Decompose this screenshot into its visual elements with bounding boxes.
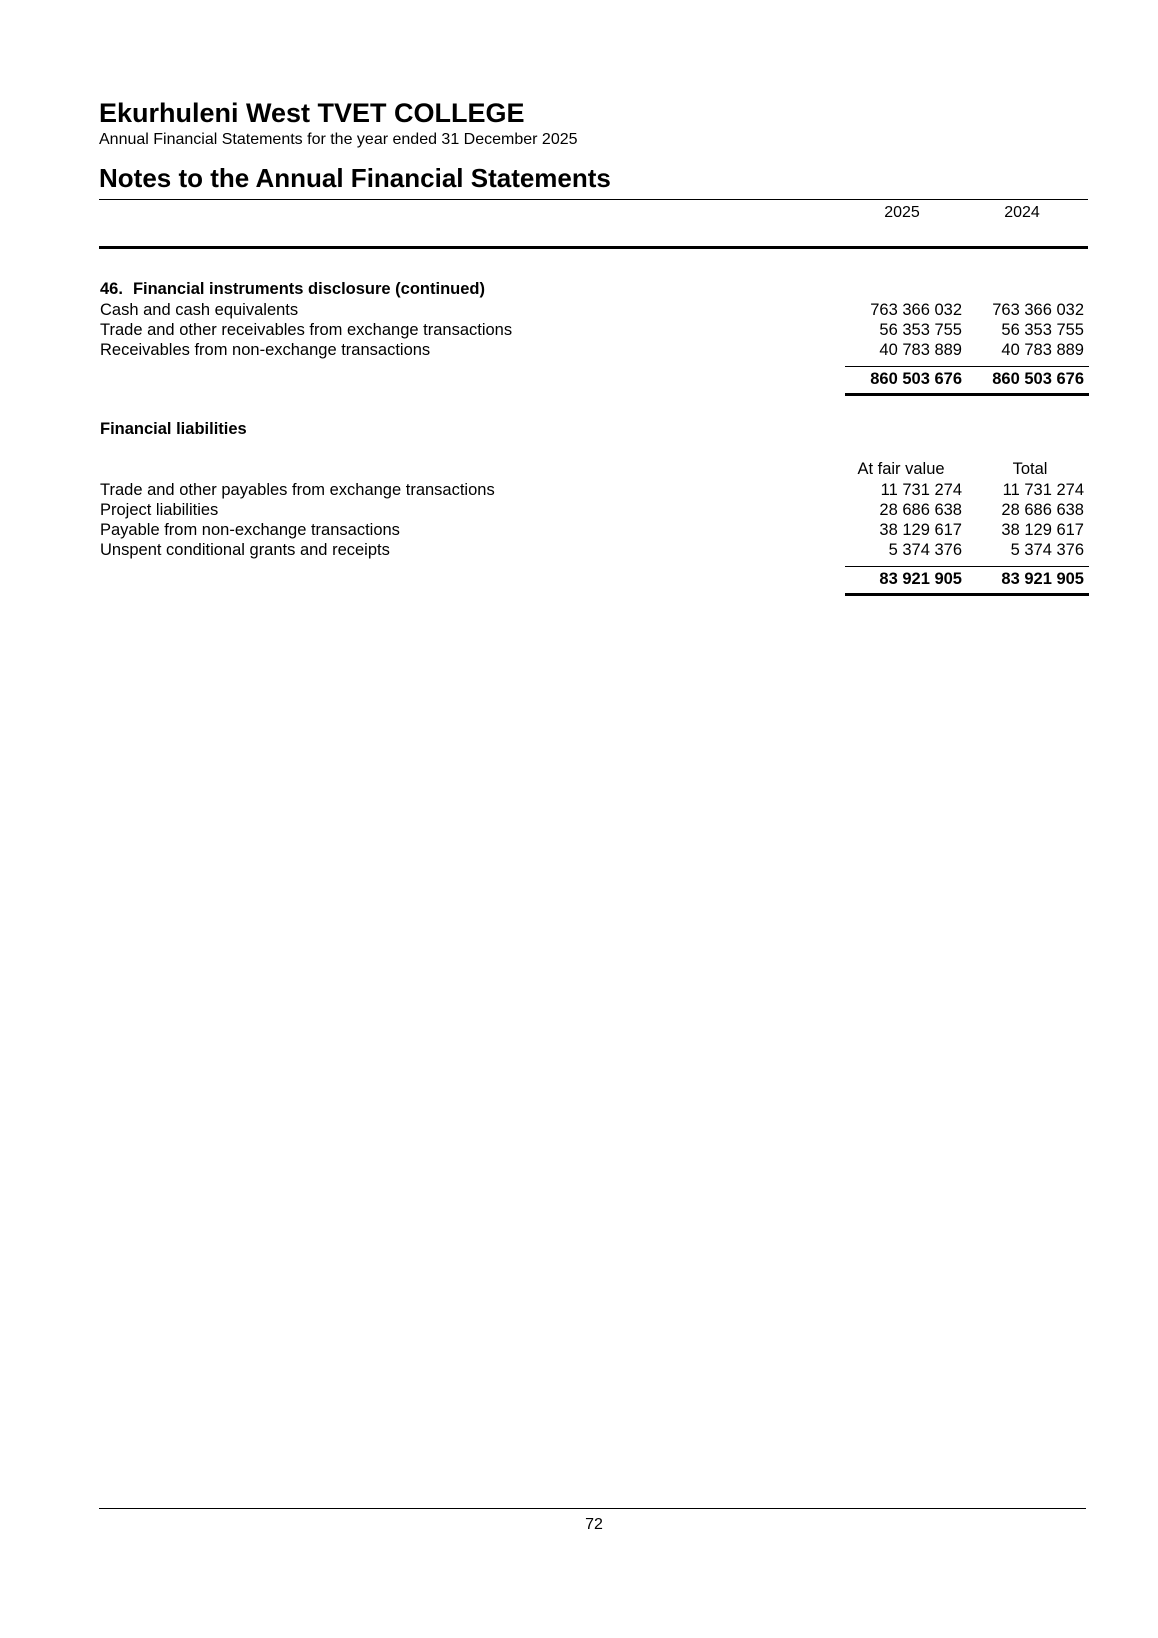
header-rule-top: [99, 199, 1088, 200]
total-value-2025: 860 503 676: [870, 370, 962, 388]
row-label: Trade and other receivables from exchange transactions: [100, 321, 513, 339]
row-value-2025: 40 783 889: [879, 341, 962, 359]
subtotal-rule: [845, 366, 1089, 367]
subtotal-rule: [845, 566, 1089, 567]
year-column-2025: 2025: [884, 204, 920, 221]
row-label: Trade and other payables from exchange transactions: [100, 481, 495, 499]
total-double-rule: [845, 593, 1089, 596]
financial-liabilities-heading: Financial liabilities: [100, 420, 247, 438]
table-row: [0, 320, 1158, 340]
row-value-fair-value: 28 686 638: [879, 501, 962, 519]
table-row: [0, 520, 1158, 540]
row-value-2025: 56 353 755: [879, 321, 962, 339]
total-value-total: 83 921 905: [1001, 570, 1084, 588]
organization-name: Ekurhuleni West TVET COLLEGE: [99, 98, 525, 128]
section-title: Notes to the Annual Financial Statements: [99, 163, 611, 193]
row-value-2025: 763 366 032: [870, 301, 962, 319]
note-number: 46.: [100, 280, 123, 298]
table-row: [0, 500, 1158, 520]
row-value-total: 28 686 638: [1001, 501, 1084, 519]
row-value-total: 38 129 617: [1001, 521, 1084, 539]
page-number: 72: [585, 1516, 603, 1533]
table-row: [0, 340, 1158, 360]
footer-rule: [99, 1508, 1086, 1509]
column-header-total: Total: [1012, 460, 1048, 478]
row-value-2024: 56 353 755: [1001, 321, 1084, 339]
row-value-fair-value: 38 129 617: [879, 521, 962, 539]
year-column-2024: 2024: [1004, 204, 1040, 221]
note-title: Financial instruments disclosure (continued): [132, 280, 485, 298]
note-heading: [100, 280, 485, 299]
column-header-at-fair-value: At fair value: [857, 460, 945, 478]
row-label: Unspent conditional grants and receipts: [100, 541, 390, 559]
row-label: Receivables from non-exchange transactions: [100, 341, 431, 359]
table-row: [0, 480, 1158, 500]
total-value-fair-value: 83 921 905: [879, 570, 962, 588]
row-value-2024: 763 366 032: [992, 301, 1084, 319]
table-row: [0, 300, 1158, 320]
row-label: Project liabilities: [100, 501, 219, 519]
row-value-total: 11 731 274: [1002, 481, 1084, 499]
header-rule-bottom: [99, 246, 1088, 249]
total-row: [0, 569, 1158, 589]
document-subtitle: Annual Financial Statements for the year ended 31 December 2025: [99, 131, 578, 148]
table-row: [0, 540, 1158, 560]
row-label: Cash and cash equivalents: [100, 301, 299, 319]
total-value-2024: 860 503 676: [992, 370, 1084, 388]
total-double-rule: [845, 393, 1089, 396]
row-value-fair-value: 5 374 376: [888, 541, 962, 559]
total-row: [0, 369, 1158, 389]
row-value-2024: 40 783 889: [1001, 341, 1084, 359]
row-value-fair-value: 11 731 274: [880, 481, 962, 499]
row-value-total: 5 374 376: [1010, 541, 1084, 559]
row-label: Payable from non-exchange transactions: [100, 521, 400, 539]
